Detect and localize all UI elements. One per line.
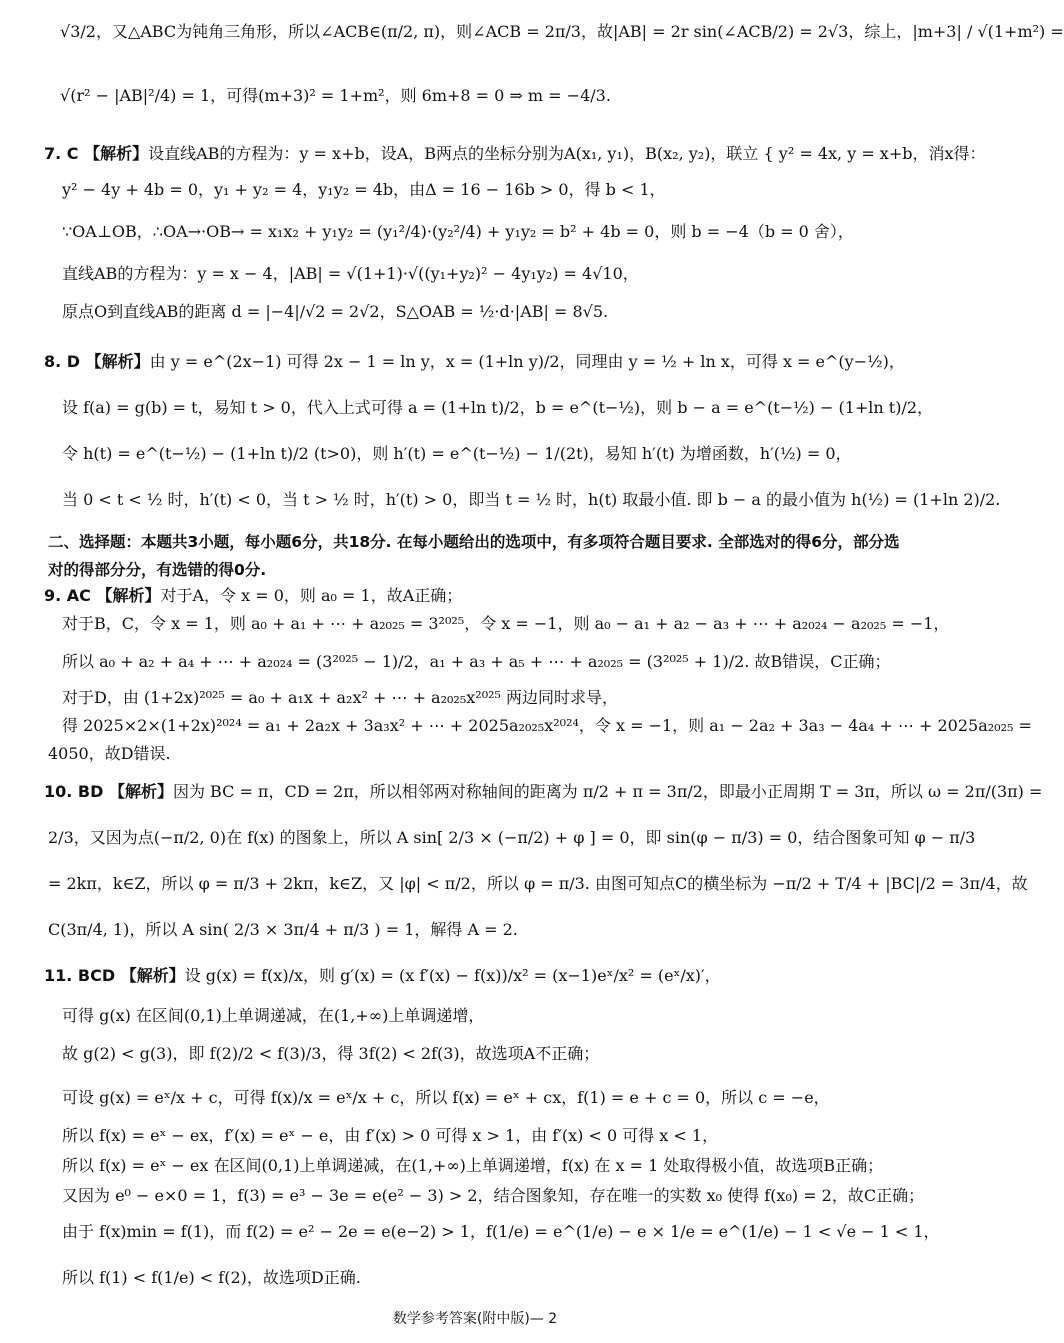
text-line: √(r² − |AB|²/4) = 1，可得(m+3)² = 1+m²，则 6m+8 = 0 ⇒ m = −4/3. [60, 86, 611, 105]
q11-solution [44, 966, 894, 985]
q8-label: 8. D 【解析】 [44, 352, 150, 371]
text-line: 所以 f(x) = eˣ − ex 在区间(0,1)上单调递减，在(1,+∞)上单调递增，f(x) 在 x = 1 处取得极小值，故选项B正确； [62, 1156, 884, 1175]
text-line: 设直线AB的方程为：y = x+b，设A，B两点的坐标分别为A(x₁, y₁)，B(x₂, y₂)，联立 { y² = 4x, y = x+b，消x得： [148, 144, 986, 163]
text-line: 设 g(x) = f(x)/x，则 g′(x) = (x f′(x) − f(x))/x² = (x−1)eˣ/x² = (eˣ/x)′， [184, 966, 721, 985]
text-line: 设 f(a) = g(b) = t，易知 t > 0，代入上式可得 a = (1+ln t)/2，b = e^(t−½)，则 b − a = e^(t−½) − (1+ln t)/2， [62, 398, 934, 417]
text-line: 当 0 < t < ½ 时，h′(t) < 0，当 t > ½ 时，h′(t) > 0，即当 t = ½ 时，h(t) 取最小值. 即 b − a 的最小值为 h(½) = (1+ln 2)/2. [62, 490, 1001, 509]
text-line: 得 2025×2×(1+2x)²⁰²⁴ = a₁ + 2a₂x + 3a₃x² + ⋯ + 2025a₂₀₂₅x²⁰²⁴，令 x = −1，则 a₁ − 2a₂ + 3a₃ − 4a₄ + ⋯ + 2025a₂₀₂₅ = [62, 716, 1032, 735]
text-line: 2/3，又因为点(−π/2, 0)在 f(x) 的图象上，所以 A sin[ 2/3 × (−π/2) + φ ] = 0，即 sin(φ − π/3) = 0，结合图象可知 φ − π/3 [48, 828, 976, 847]
text-line: 令 h(t) = e^(t−½) − (1+ln t)/2 (t>0)，则 h′(t) = e^(t−½) − 1/(2t)，易知 h′(t) 为增函数，h′(½) = 0， [62, 444, 852, 463]
text-line: 所以 f(1) < f(1/e) < f(2)，故选项D正确. [62, 1268, 361, 1287]
text-line: 原点O到直线AB的距离 d = |−4|/√2 = 2√2，S△OAB = ½·d·|AB| = 8√5. [62, 302, 609, 321]
text-line: 因为 BC = π，CD = 2π，所以相邻两对称轴间的距离为 π/2 + π = 3π/2，即最小正周期 T = 3π，所以 ω = 2π/(3π) = [172, 782, 1043, 801]
q9-label: 9. AC 【解析】 [44, 586, 161, 605]
text-line: C(3π/4, 1)，所以 A sin( 2/3 × 3π/4 + π/3 ) = 1，解得 A = 2. [48, 920, 518, 939]
text-line: 对于D，由 (1+2x)²⁰²⁵ = a₀ + a₁x + a₂x² + ⋯ + a₂₀₂₅x²⁰²⁵ 两边同时求导， [62, 688, 619, 707]
text-line: 所以 a₀ + a₂ + a₄ + ⋯ + a₂₀₂₄ = (3²⁰²⁵ − 1)/2，a₁ + a₃ + a₅ + ⋯ + a₂₀₂₅ = (3²⁰²⁵ + 1)/2. 故B错误，C正确； [62, 652, 891, 671]
text-line: 由 y = e^(2x−1) 可得 2x − 1 = ln y，x = (1+ln y)/2，同理由 y = ½ + ln x，可得 x = e^(y−½)， [149, 352, 905, 371]
text-line: 故 g(2) < g(3)，即 f(2)/2 < f(3)/3，得 3f(2) < 2f(3)，故选项A不正确； [62, 1044, 600, 1063]
text-line: = 2kπ，k∈Z，所以 φ = π/3 + 2kπ，k∈Z，又 |φ| < π/2，所以 φ = π/3. 由图可知点C的横坐标为 −π/2 + T/4 + |BC|/2 = 3π/4，故 [48, 874, 1028, 893]
text-line: ∵OA⊥OB，∴OA→·OB→ = x₁x₂ + y₁y₂ = (y₁²/4)·(y₂²/4) + y₁y₂ = b² + 4b = 0，则 b = −4（b = 0 舍）， [62, 222, 854, 241]
text-line: 对于B，C，令 x = 1，则 a₀ + a₁ + ⋯ + a₂₀₂₅ = 3²⁰²⁵，令 x = −1，则 a₀ − a₁ + a₂ − a₃ + ⋯ + a₂₀₂₄ − a₂₀₂₅ = −1， [62, 614, 950, 633]
text-line: y² − 4y + 4b = 0，y₁ + y₂ = 4，y₁y₂ = 4b，由Δ = 16 − 16b > 0，得 b < 1， [62, 180, 666, 199]
q10-solution [44, 782, 1043, 801]
text-line: 又因为 e⁰ − e×0 = 1，f(3) = e³ − 3e = e(e² − 3) > 2，结合图象知，存在唯一的实数 x₀ 使得 f(x₀) = 2，故C正确； [62, 1186, 925, 1205]
page-footer: 数学参考答案(附中版)— 2 [392, 1311, 558, 1327]
text-line: 所以 f(x) = eˣ − ex，f′(x) = eˣ − e，由 f′(x) > 0 可得 x > 1，由 f′(x) < 0 可得 x < 1， [62, 1126, 719, 1145]
q8-solution [44, 352, 905, 371]
text-line: 直线AB的方程为：y = x − 4，|AB| = √(1+1)·√((y₁+y₂)² − 4y₁y₂) = 4√10， [62, 264, 639, 283]
text-line: 由于 f(x)min = f(1)，而 f(2) = e² − 2e = e(e−2) > 1，f(1/e) = e^(1/e) − e × 1/e = e^(1/e) − 1 < √e − 1 < 1， [62, 1222, 940, 1241]
text-line: 可得 g(x) 在区间(0,1)上单调递减，在(1,+∞)上单调递增， [62, 1006, 485, 1025]
text-line: √3/2，又△ABC为钝角三角形，所以∠ACB∈(π/2, π)，则∠ACB = 2π/3，故|AB| = 2r sin(∠ACB/2) = 2√3，综上，|m+3| / √(1+m²) = [60, 22, 1064, 41]
q9-solution [44, 586, 894, 605]
text-line: 对于A，令 x = 0，则 a₀ = 1，故A正确； [160, 586, 463, 605]
q11-label: 11. BCD 【解析】 [44, 966, 185, 985]
q7-solution [44, 144, 986, 163]
section-header: 二、选择题：本题共3小题，每小题6分，共18分. 在每小题给出的选项中，有多项符合题目要求. 全部选对的得6分，部分选对的得部分分，有选错的得0分. [48, 533, 900, 579]
text-line: 可设 g(x) = eˣ/x + c，可得 f(x)/x = eˣ/x + c，所以 f(x) = eˣ + cx，f(1) = e + c = 0，所以 c = −e， [62, 1088, 830, 1107]
text-line: 4050，故D错误. [48, 744, 171, 763]
q7-label: 7. C 【解析】 [44, 144, 149, 163]
q10-label: 10. BD 【解析】 [44, 782, 173, 801]
